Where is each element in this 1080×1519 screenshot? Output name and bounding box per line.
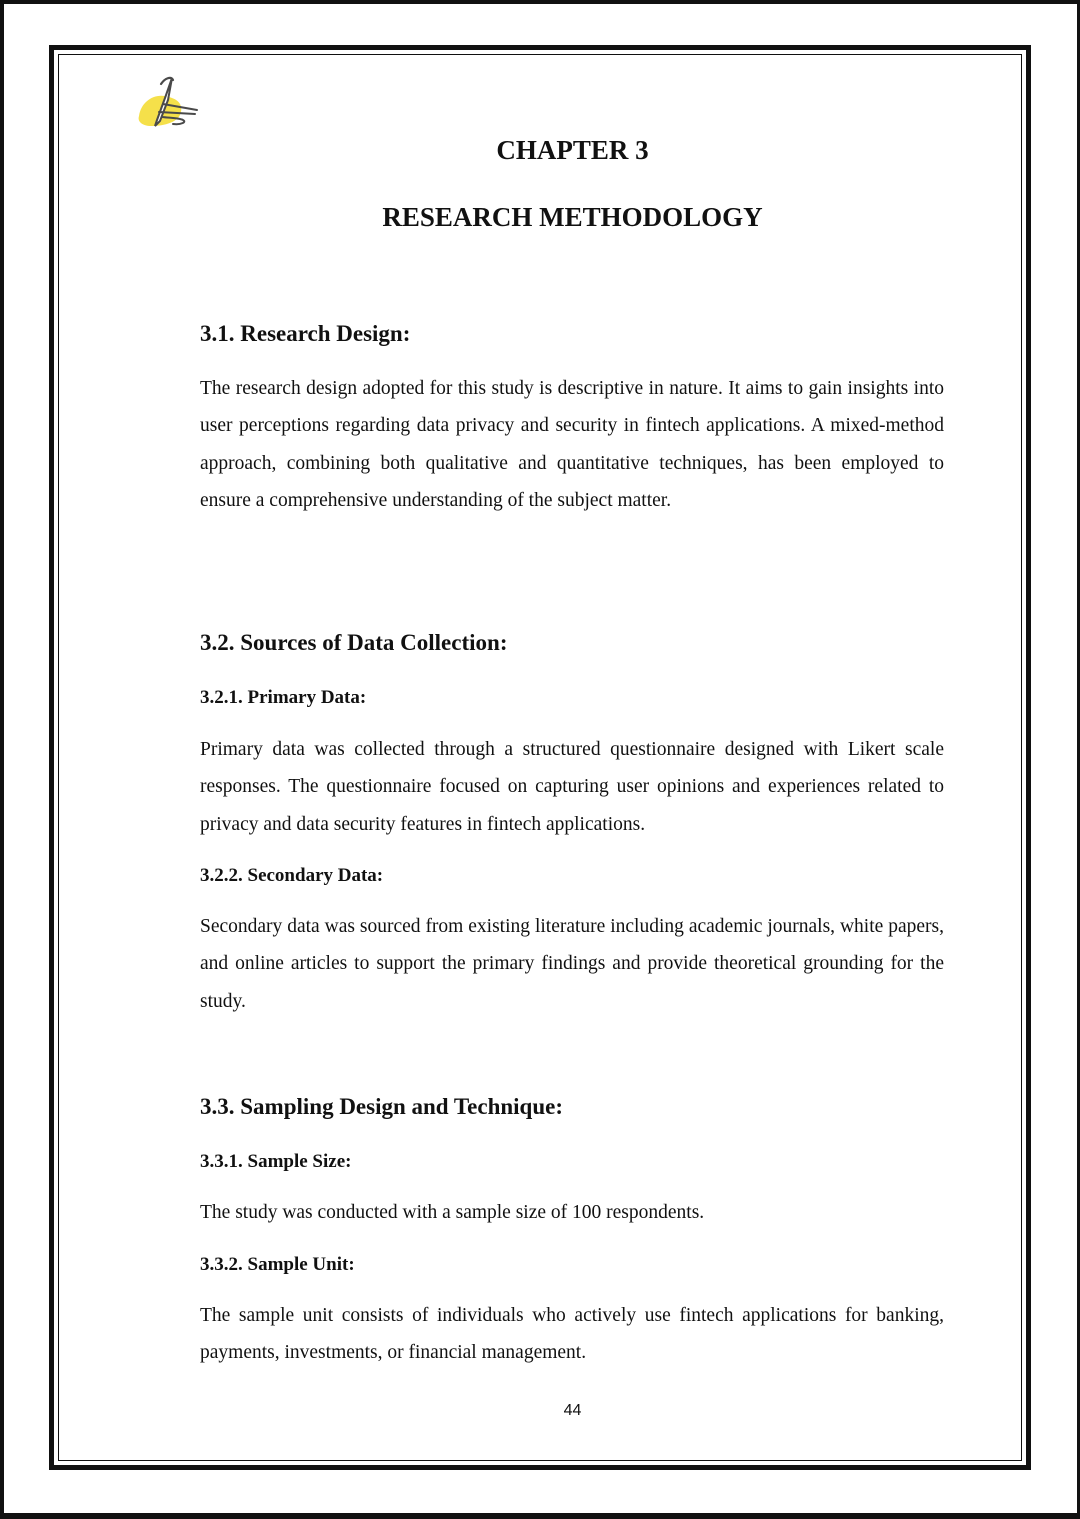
subsection-heading-sample-unit: 3.3.2. Sample Unit: — [200, 1254, 355, 1275]
subsection-heading-sample-size: 3.3.1. Sample Size: — [200, 1151, 352, 1172]
section-heading-research-design: 3.1. Research Design: — [200, 321, 411, 346]
section-heading-sampling: 3.3. Sampling Design and Technique: — [200, 1094, 564, 1119]
subsection-heading-secondary-data: 3.2.2. Secondary Data: — [200, 865, 384, 886]
subsection-heading-primary-data: 3.2.1. Primary Data: — [200, 687, 367, 708]
sample-unit-paragraph: The sample unit consists of individuals who actively use fintech applications for banking, payments, investments, or financial management. — [200, 1305, 944, 1364]
secondary-data-paragraph: Secondary data was sourced from existing literature including academic journals, white papers, and online articles to support the primary findings and provide theoretical grounding for the study. — [200, 916, 944, 1012]
page-number: 44 — [563, 1402, 582, 1419]
section-heading-data-collection: 3.2. Sources of Data Collection: — [200, 630, 508, 655]
chapter-title: RESEARCH METHODOLOGY — [382, 202, 763, 232]
primary-data-paragraph: Primary data was collected through a structured questionnaire designed with Likert scale responses. The questionnaire focused on capturing user opinions and experiences related to privacy and data security features in fintech applications. — [200, 739, 944, 835]
sample-size-paragraph: The study was conducted with a sample size of 100 respondents. — [200, 1202, 705, 1223]
research-design-paragraph: The research design adopted for this study is descriptive in nature. It aims to gain insights into user perceptions regarding data privacy and security in fintech applications. A mixed-method approach, combining both qualitative and quantitative techniques, has been employed to ensure a comprehensive understanding of the subject matter. — [200, 378, 944, 511]
chapter-number: CHAPTER 3 — [496, 135, 649, 165]
pen-on-paper-icon — [135, 72, 201, 130]
